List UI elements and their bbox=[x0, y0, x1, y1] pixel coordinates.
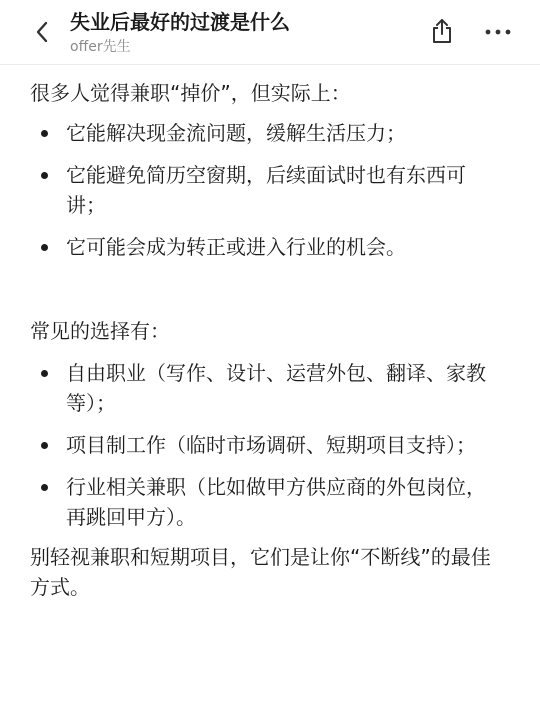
benefits-list bbox=[30, 118, 500, 262]
top-nav-bar bbox=[0, 0, 540, 65]
list-item: 它能避免简历空窗期，后续面试时也有东西可讲； bbox=[30, 160, 500, 220]
page-title: 失业后最好的过渡是什么 bbox=[70, 10, 290, 34]
list-item: 自由职业（写作、设计、运营外包、翻译、家教等）； bbox=[30, 358, 500, 418]
choices-heading: 常见的选择有： bbox=[30, 319, 170, 343]
title-block bbox=[70, 9, 390, 57]
intro-paragraph: 很多人觉得兼职“掉价”，但实际上： bbox=[30, 81, 351, 105]
choices-list bbox=[30, 358, 500, 532]
list-item: 它可能会成为转正或进入行业的机会。 bbox=[30, 232, 500, 262]
author-name[interactable]: offer先生 bbox=[70, 39, 131, 55]
share-icon bbox=[430, 17, 454, 45]
list-item: 它能解决现金流问题，缓解生活压力； bbox=[30, 118, 500, 148]
more-dots-icon bbox=[484, 28, 512, 36]
list-item: 项目制工作（临时市场调研、短期项目支持）； bbox=[30, 430, 500, 460]
chevron-left-icon bbox=[34, 20, 50, 44]
share-button[interactable] bbox=[428, 16, 456, 46]
conclusion-paragraph: 别轻视兼职和短期项目，它们是让你“不断线”的最佳方式。 bbox=[30, 545, 491, 599]
article-body bbox=[30, 78, 500, 602]
list-item: 行业相关兼职（比如做甲方供应商的外包岗位，再跳回甲方）。 bbox=[30, 472, 500, 532]
back-button[interactable] bbox=[28, 18, 56, 46]
more-options-button[interactable] bbox=[482, 18, 514, 46]
